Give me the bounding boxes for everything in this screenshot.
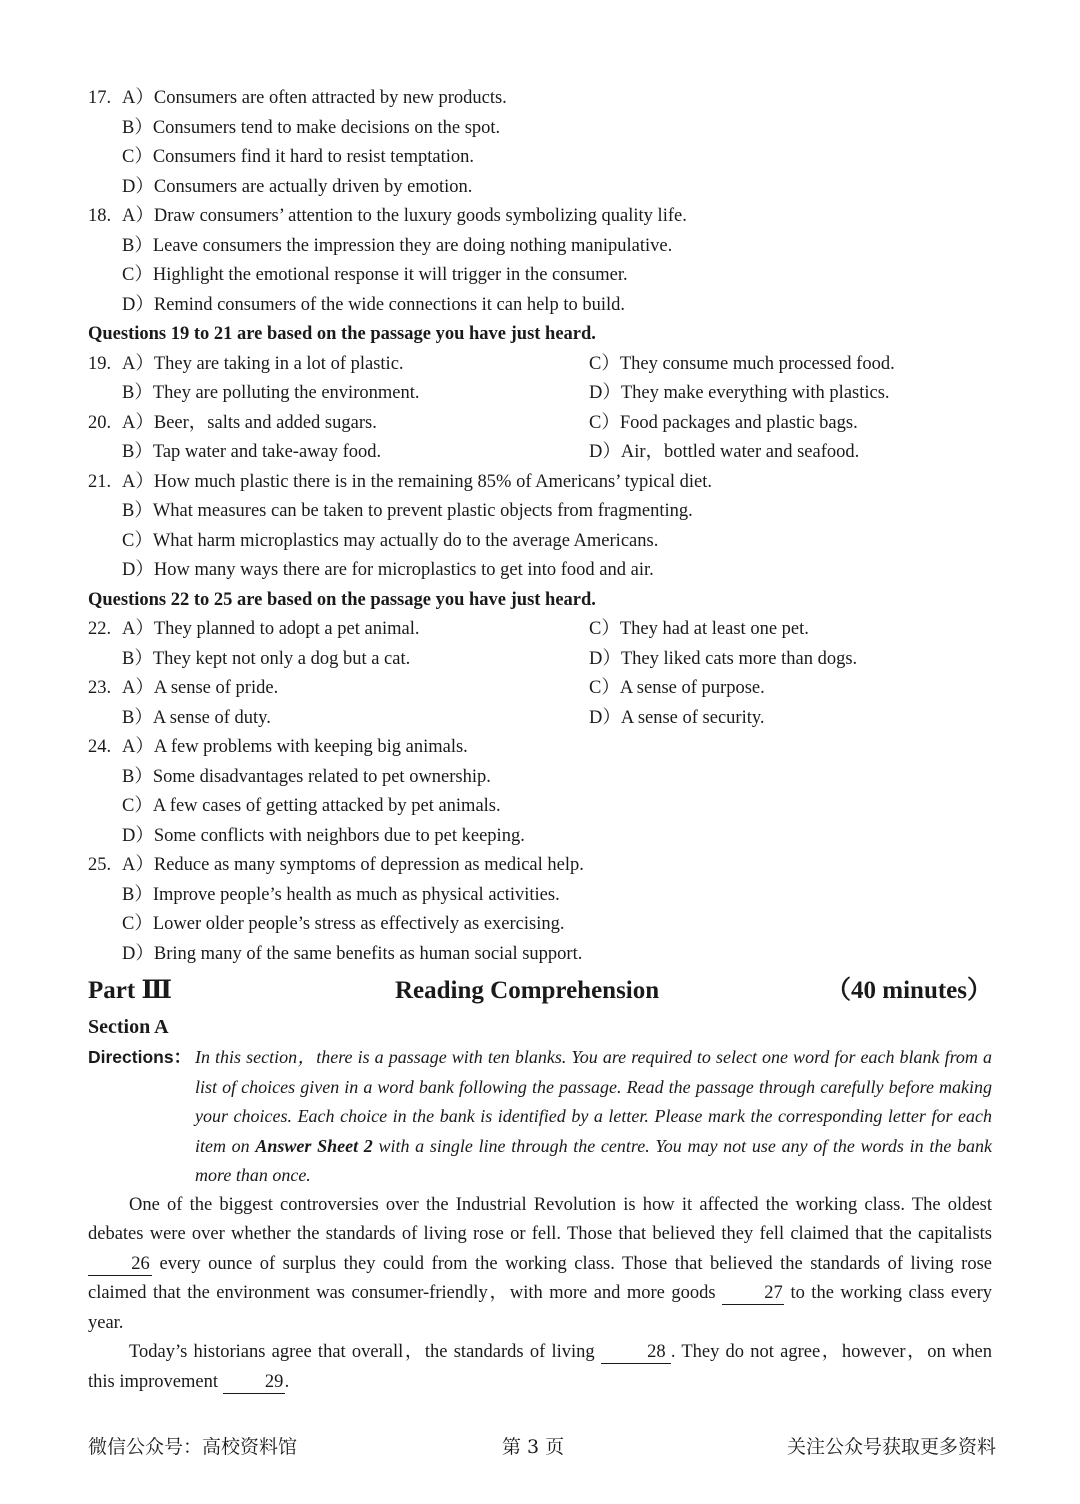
option-a: A）They are taking in a lot of plastic. [122, 353, 404, 374]
option-b: B）What measures can be taken to prevent plastic objects from fragmenting. [122, 501, 693, 521]
answer-sheet-label: Answer Sheet 2 [255, 1135, 373, 1156]
blank-29: 29 [223, 1371, 285, 1394]
directions-label: Directions： [88, 1047, 192, 1067]
option-a: A）Reduce as many symptoms of depression as medical help. [122, 855, 584, 875]
option-c: C）Lower older people’s stress as effectively as exercising. [122, 914, 565, 934]
option-d: D）Air，bottled water and seafood. [589, 442, 860, 462]
question-number: 21. [88, 471, 112, 492]
option-b: B）They are polluting the environment. [122, 383, 420, 403]
footer-left: 微信公众号：高校资料馆 [88, 1436, 298, 1458]
option-c: C）They consume much processed food. [589, 353, 895, 374]
page-number: 第 3 页 [502, 1436, 565, 1458]
option-a: A）They planned to adopt a pet animal. [122, 619, 420, 639]
blank-26: 26 [88, 1253, 152, 1276]
question-18 [88, 202, 992, 232]
question-number: 25. [88, 855, 112, 875]
option-b: B）Some disadvantages related to pet ownership. [122, 766, 491, 787]
part-time: （40 minutes） [826, 977, 992, 1004]
question-21 [88, 468, 992, 498]
question-number: 20. [88, 412, 112, 433]
question-number: 19. [88, 353, 112, 374]
option-b: B）Leave consumers the impression they are doing nothing manipulative. [122, 235, 673, 256]
option-a: A）Draw consumers’ attention to the luxury goods symbolizing quality life. [122, 206, 687, 226]
option-a: A）How much plastic there is in the remaining 85% of Americans’ typical diet. [122, 471, 712, 492]
option-c: C）Food packages and plastic bags. [589, 412, 858, 433]
question-25 [88, 851, 992, 881]
question-number: 22. [88, 619, 112, 639]
option-c: C）A sense of purpose. [589, 678, 765, 698]
option-a: A）Consumers are often attracted by new products. [122, 88, 507, 108]
option-d: D）How many ways there are for microplastics to get into food and air. [122, 560, 654, 580]
question-24 [88, 733, 992, 763]
exam-page [88, 84, 992, 1397]
option-b: B）Consumers tend to make decisions on the spot. [122, 117, 501, 138]
part-title: Reading Comprehension [395, 977, 660, 1004]
question-number: 17. [88, 88, 112, 108]
option-d: D）Remind consumers of the wide connections it can help to build. [122, 294, 625, 315]
option-b: B）Tap water and take-away food. [122, 442, 382, 462]
passage-paragraph-1: One of the biggest controversies over the Industrial Revolution is how it affected the working class. The oldest debates were over whether the standards of living rose or fell. Those that believed they fell claimed that the capitalists 26 every ounce of surplus they could from the working class. Those that believed the standards of living rose claimed that the environment was consumer-friendly，with more and more goods 27 to the working class every year. [88, 1194, 992, 1333]
option-d: D）Consumers are actually driven by emotion. [122, 176, 473, 197]
option-b: B）Improve people’s health as much as physical activities. [122, 884, 560, 905]
section-title: Section A [88, 1016, 169, 1038]
option-d: D）A sense of security. [589, 707, 765, 728]
option-d: D）Some conflicts with neighbors due to pet keeping. [122, 825, 525, 846]
option-c: C）Highlight the emotional response it will trigger in the consumer. [122, 265, 628, 285]
directions [88, 1043, 992, 1191]
blank-28: 28 [601, 1341, 671, 1364]
questions-heading: Questions 22 to 25 are based on the passage you have just heard. [88, 589, 596, 610]
option-d: D）They liked cats more than dogs. [589, 648, 858, 669]
option-b: B）They kept not only a dog but a cat. [122, 648, 411, 669]
question-number: 23. [88, 678, 112, 698]
question-number: 18. [88, 206, 112, 226]
option-c: C）Consumers find it hard to resist temptation. [122, 147, 474, 167]
blank-27: 27 [722, 1282, 784, 1305]
option-c: C）They had at least one pet. [589, 619, 809, 639]
footer-right: 关注公众号获取更多资料 [786, 1436, 996, 1458]
option-b: B）A sense of duty. [122, 707, 271, 728]
option-d: D）They make everything with plastics. [589, 383, 890, 403]
option-a: A）A few problems with keeping big animals. [122, 737, 468, 757]
option-d: D）Bring many of the same benefits as human social support. [122, 943, 583, 964]
question-23 [88, 674, 992, 704]
option-a: A）Beer，salts and added sugars. [122, 412, 377, 433]
part-label: Part Ⅲ [88, 977, 172, 1004]
option-c: C）What harm microplastics may actually do to the average Americans. [122, 530, 659, 551]
questions-heading: Questions 19 to 21 are based on the passage you have just heard. [88, 324, 596, 344]
option-a: A）A sense of pride. [122, 678, 279, 698]
option-c: C）A few cases of getting attacked by pet animals. [122, 796, 501, 816]
question-20 [88, 409, 992, 439]
question-22 [88, 615, 992, 645]
part-header [88, 971, 992, 1011]
question-19 [88, 350, 992, 380]
passage-paragraph-2: Today’s historians agree that overall，the standards of living 28 . They do not agree，however，on when this improvement 29. [88, 1342, 992, 1392]
question-number: 24. [88, 737, 112, 757]
directions-text: In this section，there is a passage with ten blanks. You are required to select one word for each blank from a list of choices given in a word bank following the passage. Read the passage through carefully before making your choices. Each choice in the bank is identified by a letter. Please mark the corresponding letter for each item on Answer Sheet 2 with a single line through the centre. You may not use any of the words in the bank more than once. [195, 1047, 992, 1185]
question-17 [88, 84, 992, 114]
page-footer [88, 1432, 996, 1462]
